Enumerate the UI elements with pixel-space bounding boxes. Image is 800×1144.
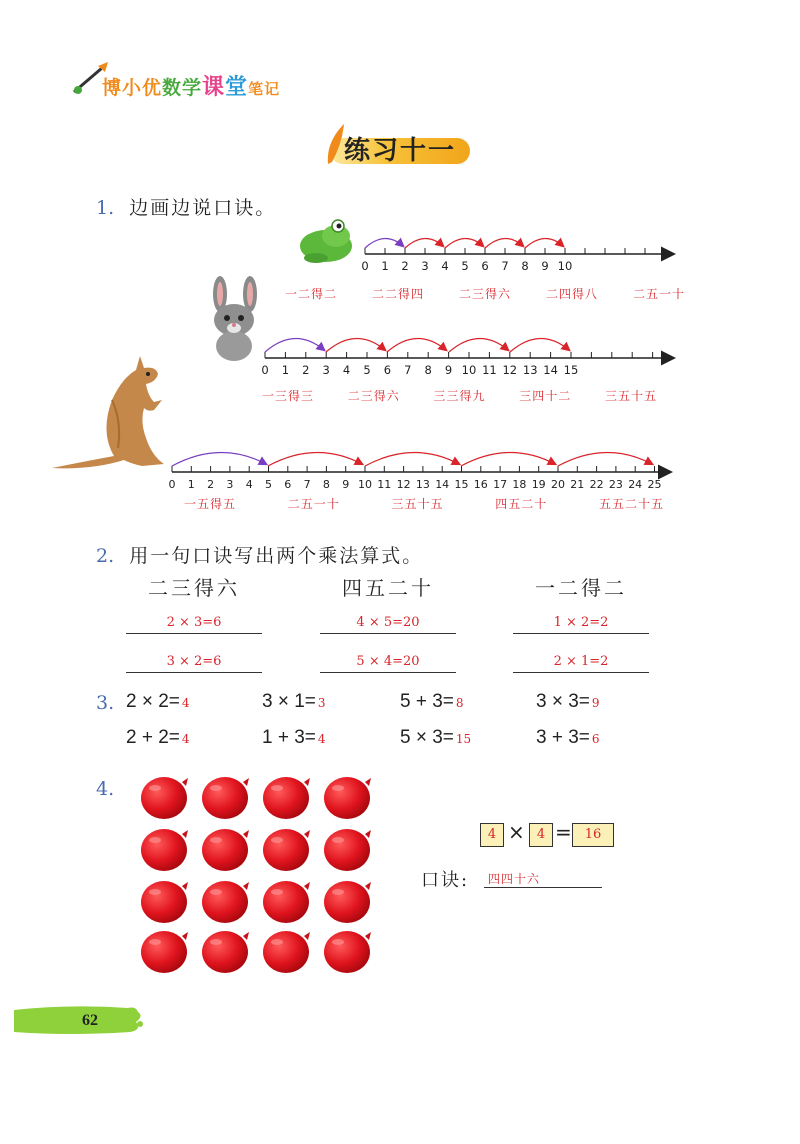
answer-box-factor-2: 4 — [529, 823, 553, 847]
jump-arrow — [485, 238, 523, 248]
tick-label: 23 — [608, 478, 623, 491]
q4-number: 4. — [96, 778, 115, 800]
rhyme-answer: 四四十六 — [488, 872, 541, 886]
tick-label: 10 — [557, 259, 573, 273]
rhyme-label: 口诀: — [421, 870, 470, 891]
tick-label: 8 — [521, 259, 529, 273]
equals-sign: = — [555, 820, 572, 844]
jump-arrow — [365, 452, 459, 466]
pomegranate-icon — [263, 881, 310, 923]
number-line-1 — [355, 228, 685, 292]
answer-box-factor-1: 4 — [480, 823, 504, 847]
pomegranate-icon — [141, 777, 188, 819]
tick-label: 4 — [441, 259, 449, 273]
tick-label: 4 — [342, 363, 351, 377]
tick-label: 7 — [404, 363, 412, 377]
number-line-1-ticks — [365, 248, 645, 254]
pomegranate-icon — [324, 881, 371, 923]
tick-label: 0 — [261, 363, 269, 377]
rhyme-label: 二三得六 — [148, 576, 240, 600]
tick-label: 3 — [421, 259, 429, 273]
tick-label: 5 — [461, 259, 469, 273]
equation: 3 × 1= 3 — [262, 691, 326, 712]
tick-label: 16 — [473, 478, 488, 491]
tick-label: 13 — [522, 363, 538, 377]
q2-heading — [96, 541, 423, 568]
answer-box-product: 16 — [572, 823, 614, 847]
tick-label: 4 — [245, 478, 253, 491]
tick-label: 10 — [358, 478, 372, 491]
tick-label: 2 — [401, 259, 409, 273]
rhyme-label: 一二得二 — [535, 576, 627, 600]
pomegranate-icon — [263, 931, 310, 973]
jump-arrow — [558, 452, 652, 466]
rhyme-phrase: 三五十五 — [604, 389, 657, 403]
kangaroo-icon — [52, 352, 174, 476]
tick-label: 5 — [363, 363, 371, 377]
rhyme-phrase: 一二得二 — [285, 287, 338, 301]
q1-number: 1. — [96, 197, 115, 219]
q2-number: 2. — [96, 545, 115, 567]
tick-label: 12 — [502, 363, 518, 377]
tick-label: 5 — [265, 478, 272, 491]
tick-label: 2 — [302, 363, 310, 377]
tick-label: 19 — [531, 478, 546, 491]
number-line-2 — [255, 326, 685, 382]
tick-label: 25 — [647, 478, 662, 491]
jump-arrow — [510, 338, 569, 352]
frog-icon — [296, 214, 356, 266]
tick-label: 1 — [381, 259, 389, 273]
tick-label: 6 — [284, 478, 292, 491]
tick-label: 22 — [589, 478, 604, 491]
tick-label: 9 — [342, 478, 350, 491]
tick-label: 11 — [377, 478, 392, 491]
jump-arrow — [172, 452, 266, 466]
answer-line: 1 × 2=2 — [513, 615, 649, 634]
q2-text: 用一句口诀写出两个乘法算式。 — [129, 545, 424, 567]
equation: 1 + 3= 4 — [262, 727, 326, 748]
rhyme-phrase: 四五二十 — [495, 497, 548, 511]
tick-label: 6 — [383, 363, 392, 377]
pomegranate-icon — [141, 931, 188, 973]
pomegranate-icon — [324, 777, 371, 819]
tick-label: 14 — [543, 363, 558, 377]
tick-label: 0 — [361, 259, 369, 273]
rhyme-phrase: 二五一十 — [632, 287, 685, 301]
pomegranate-icon — [141, 881, 188, 923]
rhyme-phrase: 三五十五 — [391, 497, 444, 511]
jump-arrow — [449, 338, 508, 352]
rhyme-label: 四五二十 — [342, 576, 434, 600]
tick-label: 10 — [461, 363, 477, 377]
answer-line: 4 × 5=20 — [320, 615, 456, 634]
tick-label: 9 — [541, 259, 549, 273]
page-title: 练习十一 — [344, 136, 457, 166]
brand-header — [72, 62, 312, 102]
equation: 2 × 2= 4 — [126, 691, 190, 712]
q1-heading — [96, 193, 276, 220]
q2-group-1 — [126, 572, 262, 673]
jump-arrow — [365, 238, 403, 248]
answer-line: 2 × 1=2 — [513, 654, 649, 673]
pomegranate-grid — [136, 768, 380, 978]
pomegranate-icon — [324, 829, 371, 871]
number-line-3-phrases — [184, 495, 664, 512]
pomegranate-icon — [324, 931, 371, 973]
rhyme-phrase: 三四十二 — [519, 389, 572, 403]
tick-label: 6 — [481, 259, 489, 273]
jump-arrow — [265, 338, 324, 352]
equation: 5 + 3= 8 — [400, 691, 464, 712]
equation: 2 + 2= 4 — [126, 727, 190, 748]
rhyme-phrase: 二三得六 — [347, 389, 400, 403]
jump-arrow — [461, 452, 555, 466]
jump-arrow — [445, 238, 483, 248]
rhyme-phrase: 二二得四 — [371, 287, 424, 301]
tick-label: 20 — [551, 478, 565, 491]
equation: 3 × 3= 9 — [536, 691, 600, 712]
tick-label: 18 — [512, 478, 527, 491]
page-number: 62 — [82, 1012, 98, 1029]
tick-label: 24 — [628, 478, 643, 491]
tick-label: 3 — [322, 363, 330, 377]
tick-label: 2 — [207, 478, 215, 491]
q1-text: 边画边说口诀。 — [129, 197, 277, 219]
pomegranate-icon — [202, 829, 249, 871]
rhyme-phrase: 一五得五 — [184, 497, 237, 511]
q3-number: 3. — [96, 692, 115, 714]
answer-line: 3 × 2=6 — [126, 654, 262, 673]
number-line-3 — [162, 436, 682, 494]
tick-label: 13 — [415, 478, 430, 491]
pomegranate-icon — [202, 931, 249, 973]
tick-label: 3 — [226, 478, 234, 491]
tick-label: 7 — [303, 478, 311, 491]
page-number-wrap — [10, 1004, 142, 1034]
rhyme-answer-line — [484, 868, 602, 888]
jump-arrow — [268, 452, 362, 466]
tick-label: 8 — [424, 363, 432, 377]
tick-label: 1 — [187, 478, 195, 491]
number-line-2-phrases — [262, 387, 657, 404]
q2-group-3 — [513, 572, 649, 673]
pomegranate-icon — [202, 881, 249, 923]
tick-label: 9 — [444, 363, 453, 377]
jump-arrow — [326, 338, 385, 352]
tick-label: 8 — [322, 478, 330, 491]
rhyme-phrase: 二三得六 — [458, 287, 511, 301]
tick-label: 15 — [454, 478, 469, 491]
exercise-title — [320, 122, 480, 166]
rhyme-phrase: 二四得八 — [545, 287, 598, 301]
tick-label: 17 — [493, 478, 508, 491]
tick-label: 15 — [563, 363, 579, 377]
tick-label: 0 — [168, 478, 176, 491]
pomegranate-icon — [141, 829, 188, 871]
rhyme-phrase: 二五一十 — [287, 497, 340, 511]
times-sign: × — [508, 820, 525, 844]
pomegranate-icon — [263, 829, 310, 871]
rhyme-phrase: 五五二十五 — [598, 497, 664, 511]
tick-label: 11 — [482, 363, 497, 377]
number-line-1-phrases — [285, 285, 685, 302]
equation: 5 × 3= 15 — [400, 727, 472, 748]
tick-label: 14 — [435, 478, 450, 491]
tick-label: 21 — [570, 478, 585, 491]
rhyme-phrase: 三三得九 — [433, 389, 486, 403]
rhyme-phrase: 一三得三 — [262, 389, 315, 403]
jump-arrow — [387, 338, 446, 352]
tick-label: 1 — [281, 363, 290, 377]
tick-label: 7 — [501, 259, 509, 273]
equation: 3 + 3= 6 — [536, 727, 600, 748]
pomegranate-icon — [263, 777, 310, 819]
q2-group-2 — [320, 572, 456, 673]
jump-arrow — [405, 238, 443, 248]
pomegranate-icon — [202, 777, 249, 819]
brand-title: 博小优数学课堂笔记 — [102, 75, 281, 100]
tick-label: 12 — [396, 478, 411, 491]
jump-arrow — [525, 238, 563, 248]
answer-line: 5 × 4=20 — [320, 654, 456, 673]
answer-line: 2 × 3=6 — [126, 615, 262, 634]
